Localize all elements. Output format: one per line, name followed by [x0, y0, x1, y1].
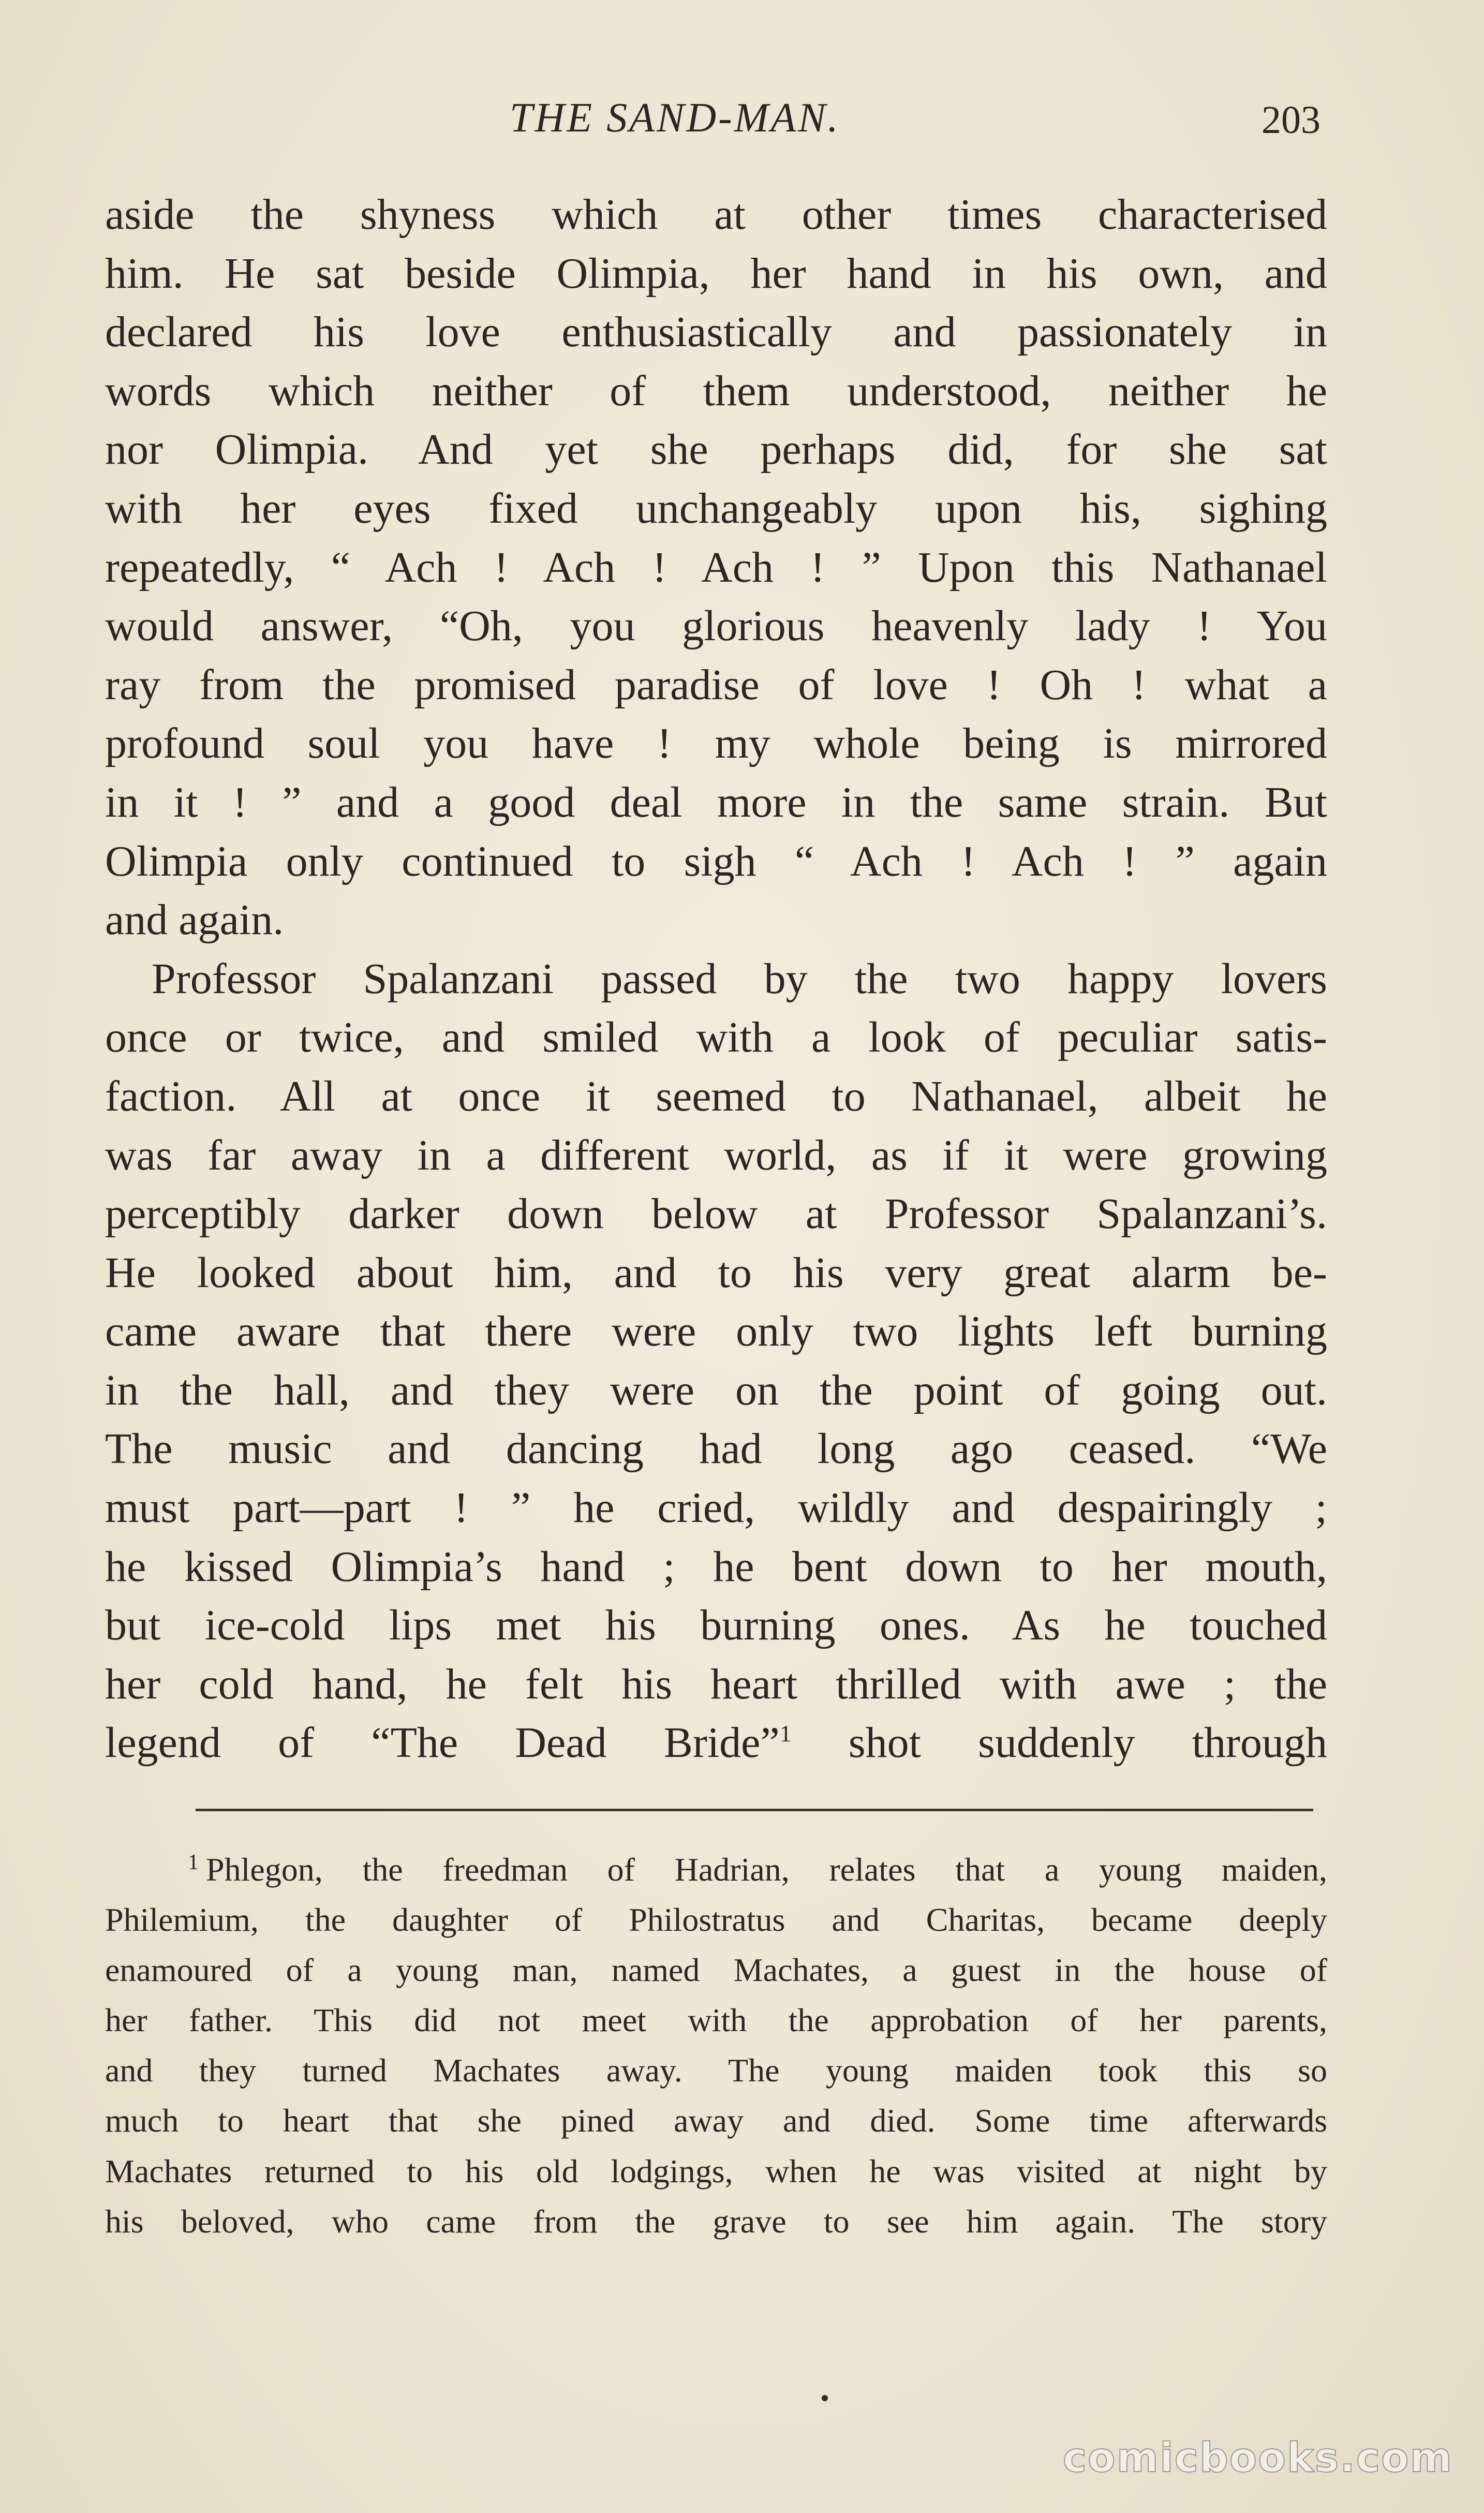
text-line: once or twice, and smiled with a look of peculiar satis-	[105, 1013, 1327, 1062]
printer-mark-dot	[822, 2395, 828, 2401]
text-line: was far away in a different world, as if it were growing	[105, 1131, 1327, 1179]
text-line: would answer, “Oh, you glorious heavenly lady ! You	[105, 602, 1327, 651]
text-line: him. He sat beside Olimpia, her hand in his own, and	[105, 249, 1327, 298]
footnote-line: her father. This did not meet with the approbation of her parents,	[105, 2002, 1327, 2039]
text-line: he kissed Olimpia’s hand ; he bent down to her mouth,	[105, 1542, 1327, 1591]
running-head	[0, 87, 1484, 149]
paragraph-start-line: Professor Spalanzani passed by the two happy lovers	[152, 954, 1327, 1003]
text-line: with her eyes fixed unchangeably upon his, sighing	[105, 484, 1327, 533]
text-line: aside the shyness which at other times characterised	[105, 190, 1327, 239]
text-line: words which neither of them understood, neither he	[105, 366, 1327, 415]
text-line: in the hall, and they were on the point of going out.	[105, 1366, 1327, 1414]
footnote-line: and they turned Machates away. The young maiden took this so	[105, 2052, 1327, 2089]
footnote-line: much to heart that she pined away and died. Some time afterwards	[105, 2102, 1327, 2139]
footnote-divider	[196, 1809, 1313, 1811]
text-line: repeatedly, “ Ach ! Ach ! Ach ! ” Upon this Nathanael	[105, 543, 1327, 592]
text-line: but ice-cold lips met his burning ones. As he touched	[105, 1601, 1327, 1650]
footnote-reference: 1	[779, 1720, 792, 1747]
text-line: her cold hand, he felt his heart thrilled with awe ; the	[105, 1660, 1327, 1708]
footnote-marker: 1	[188, 1851, 199, 1874]
footnote-line: Machates returned to his old lodgings, when he was visited at night by	[105, 2152, 1327, 2190]
footnote-line	[105, 1844, 1327, 1895]
paragraph-end-line: and again.	[105, 896, 284, 944]
text-fragment: shot suddenly through	[791, 1719, 1327, 1767]
footnote-text: Phlegon, the freedman of Hadrian, relates that a young maiden,	[206, 1851, 1327, 1888]
text-line: came aware that there were only two lights left burning	[105, 1307, 1327, 1356]
text-fragment: legend of “The Dead Bride”	[105, 1719, 780, 1767]
text-line: The music and dancing had long ago ceased. “We	[105, 1425, 1327, 1473]
footnote	[105, 1844, 1327, 2246]
page-number: 203	[1262, 98, 1320, 142]
text-line: ray from the promised paradise of love ! Oh ! what a	[105, 660, 1327, 709]
body-text	[105, 185, 1327, 1772]
text-line: perceptibly darker down below at Professor Spalanzani’s.	[105, 1190, 1327, 1238]
text-line: declared his love enthusiastically and passionately in	[105, 308, 1327, 357]
text-line: faction. All at once it seemed to Nathanael, albeit he	[105, 1072, 1327, 1120]
footnote-line: Philemium, the daughter of Philostratus and Charitas, became deeply	[105, 1901, 1327, 1939]
text-line: profound soul you have ! my whole being is mirrored	[105, 719, 1327, 768]
text-line: in it ! ” and a good deal more in the same strain. But	[105, 778, 1327, 826]
watermark: comicbooks.com	[1062, 2435, 1453, 2481]
running-title: THE SAND-MAN.	[510, 95, 840, 141]
text-line: Olimpia only continued to sigh “ Ach ! Ach ! ” again	[105, 837, 1327, 885]
footnote-line: enamoured of a young man, named Machates, a guest in the house of	[105, 1952, 1327, 1989]
text-line: He looked about him, and to his very great alarm be-	[105, 1248, 1327, 1297]
text-line: nor Olimpia. And yet she perhaps did, for she sat	[105, 425, 1327, 474]
footnote-line: his beloved, who came from the grave to see him again. The story	[105, 2202, 1327, 2240]
text-line-with-footnote-ref	[105, 1713, 1327, 1772]
text-line: must part—part ! ” he cried, wildly and despairingly ;	[105, 1484, 1327, 1532]
